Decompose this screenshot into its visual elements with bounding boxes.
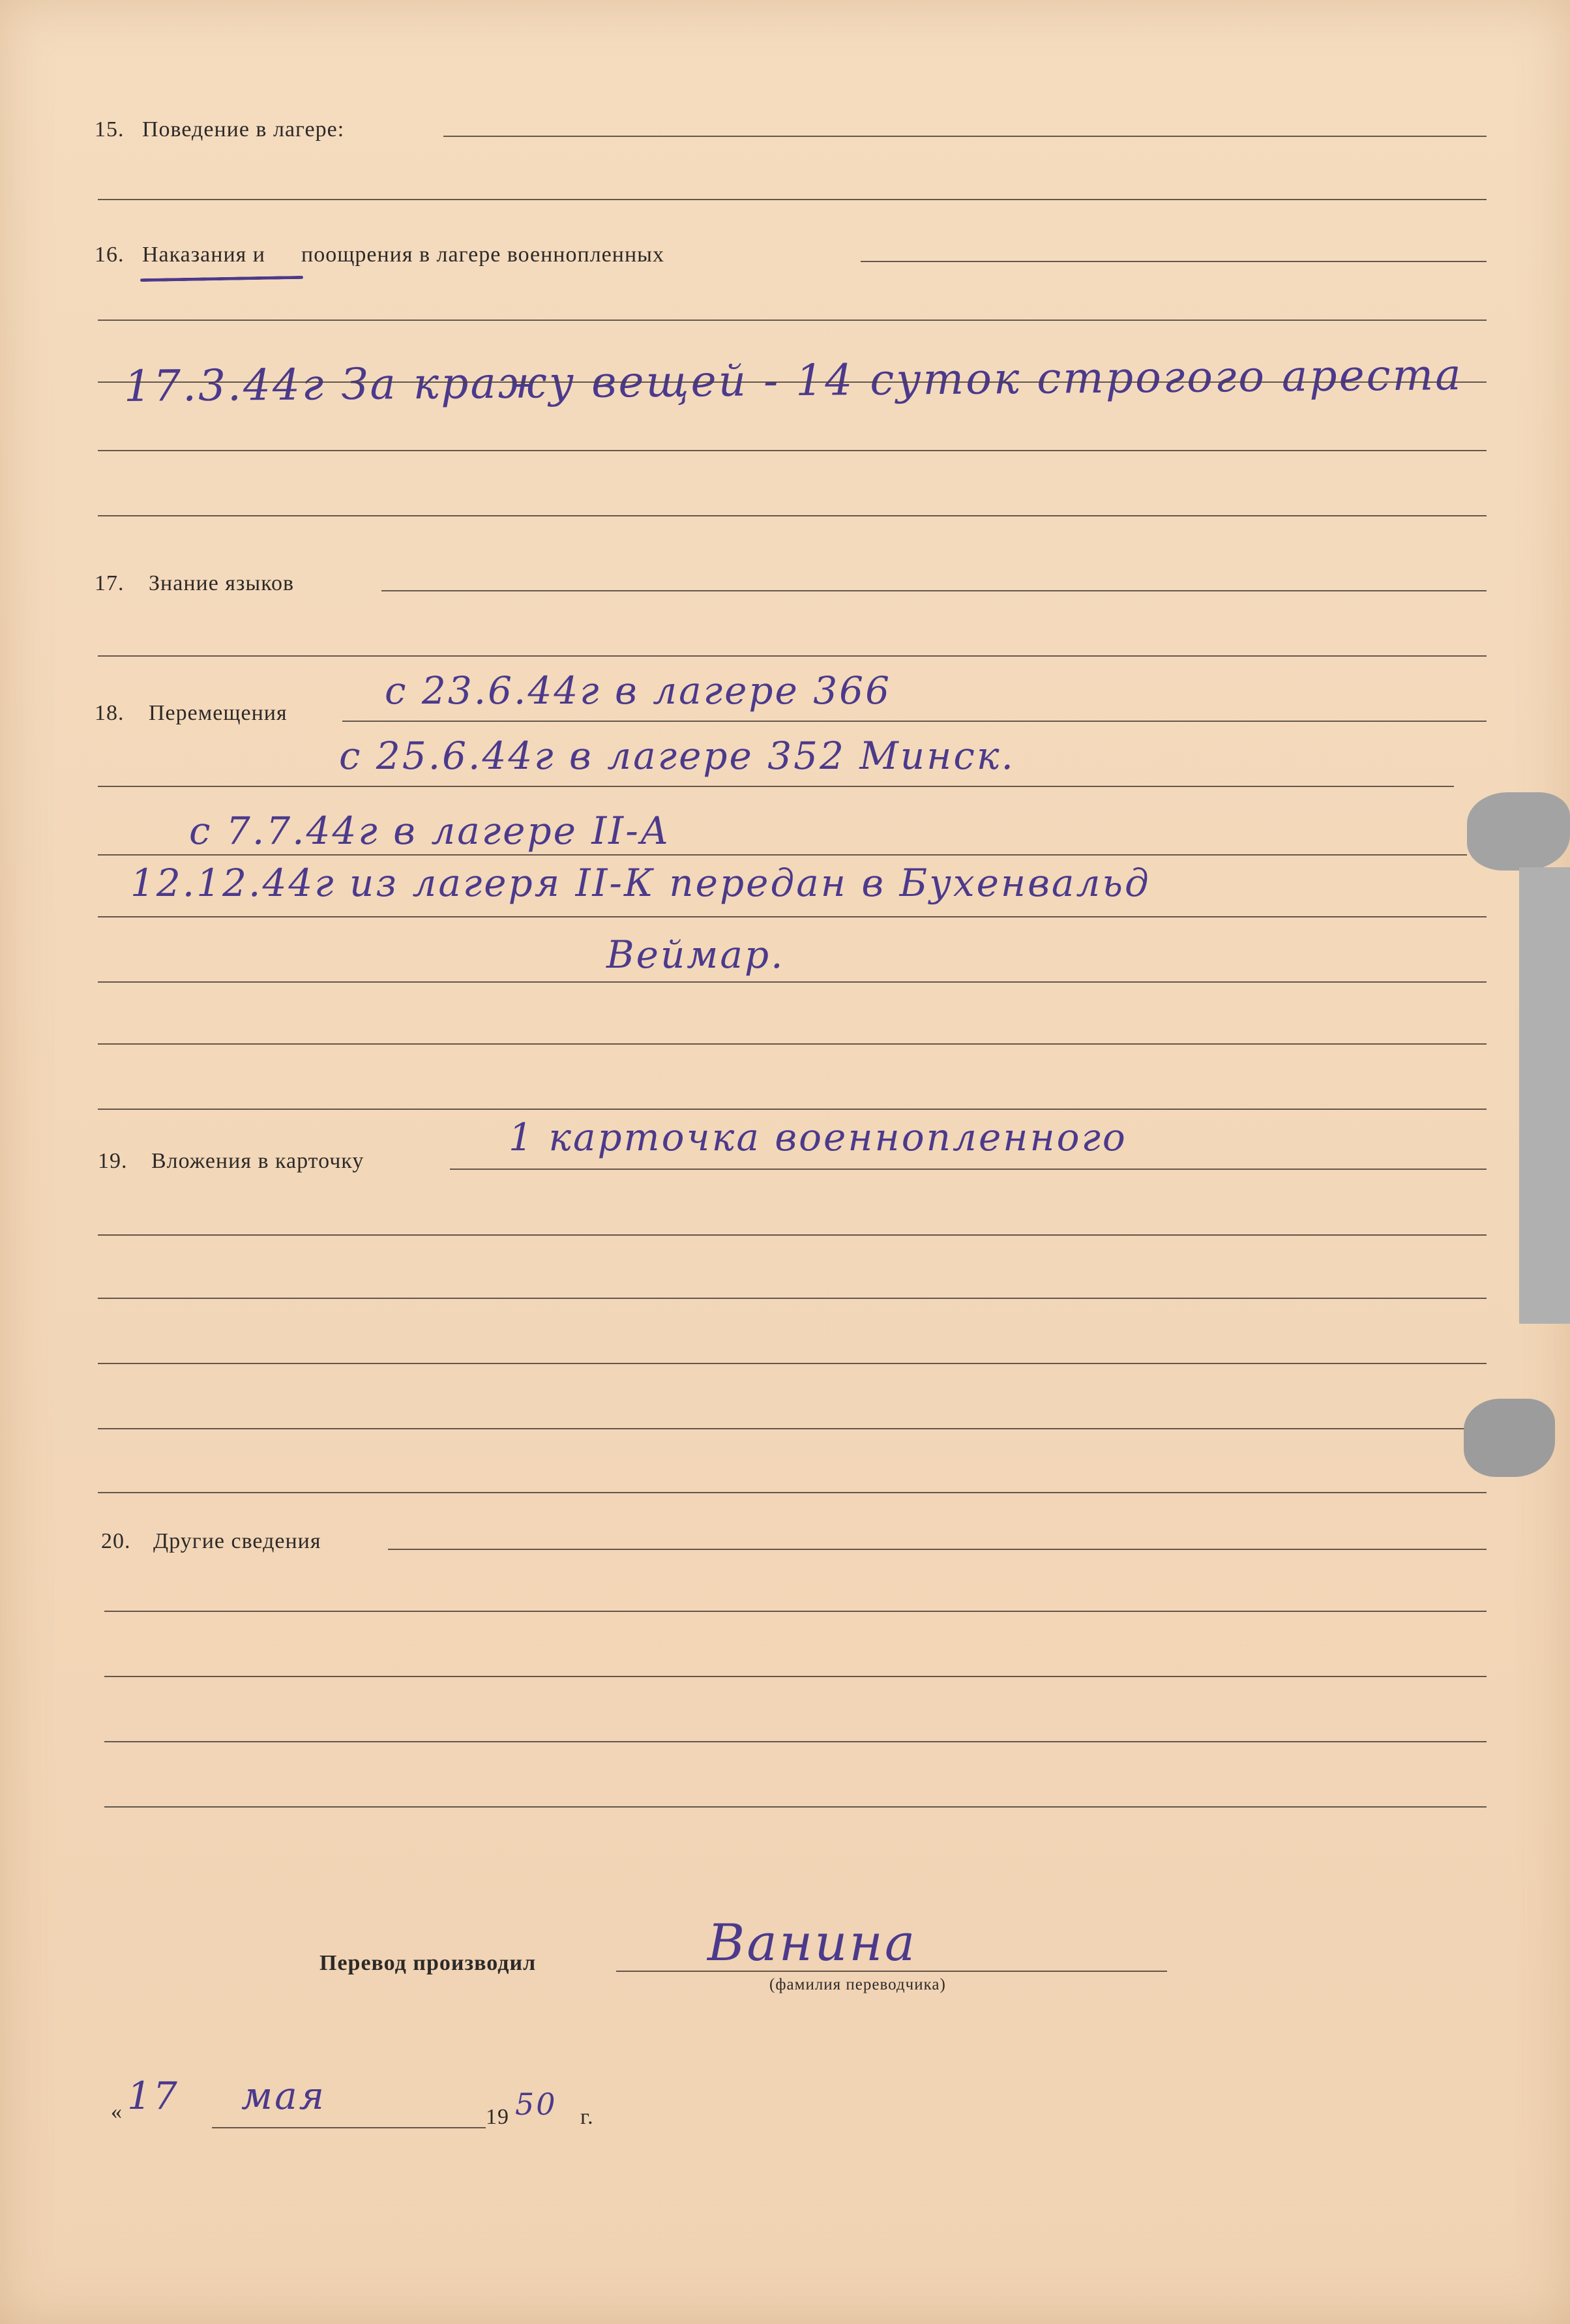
torn-edge [1519, 867, 1570, 1324]
date-month-line [212, 2127, 486, 2128]
handwriting-punishment: 17.3.44г За кражу вещей - 14 суток строгого ареста [123, 350, 1463, 411]
item-16-number: 16. [95, 243, 125, 267]
ink-underline [140, 276, 303, 282]
item-17-number: 17. [95, 571, 125, 595]
item-20-number: 20. [101, 1529, 131, 1553]
rule-line [104, 1741, 1487, 1742]
item-17-line [381, 590, 1487, 591]
handwriting-date-month: мая [241, 2074, 327, 2118]
rule-line [104, 1806, 1487, 1808]
rule-line [104, 1611, 1487, 1612]
translator-caption: (фамилия переводчика) [769, 1976, 946, 1993]
translator-label: Перевод производил [319, 1951, 537, 1975]
item-19-line [450, 1169, 1487, 1170]
date-year-suffix: г. [580, 2105, 594, 2129]
item-20-label: Другие сведения [153, 1529, 321, 1553]
handwriting-movement-4: 12.12.44г из лагеря II-К передан в Бухенвальд [130, 861, 1151, 905]
rule-line [98, 981, 1487, 983]
rule-line [98, 450, 1487, 451]
handwriting-date-year: 50 [515, 2087, 557, 2122]
handwriting-movement-3: с 7.7.44г в лагере II-А [189, 809, 671, 853]
item-18-number: 18. [95, 701, 125, 725]
torn-edge [1467, 792, 1570, 871]
item-16-label: поощрения в лагере военнопленных [301, 243, 664, 267]
item-16-label-underlined: Наказания и [142, 243, 265, 267]
rule-line [98, 655, 1487, 657]
rule-line [98, 199, 1487, 200]
rule-line [98, 381, 1487, 383]
rule-line [98, 916, 1487, 917]
item-17-label: Знание языков [149, 571, 295, 595]
handwriting-date-day: 17 [127, 2074, 179, 2118]
rule-line [98, 320, 1487, 321]
handwriting-movement-5: Веймар. [606, 932, 785, 977]
rule-line [98, 515, 1487, 516]
item-18-label: Перемещения [149, 701, 288, 725]
item-19-number: 19. [98, 1149, 128, 1173]
rule-line [98, 1428, 1487, 1429]
item-15-line [443, 136, 1487, 137]
rule-line [98, 1492, 1487, 1493]
item-15-label: Поведение в лагере: [142, 117, 345, 142]
date-quote: « [111, 2100, 123, 2124]
rule-line [98, 1298, 1487, 1299]
rule-line [98, 1109, 1487, 1110]
rule-line [98, 1043, 1487, 1045]
item-15-number: 15. [95, 117, 125, 142]
item-18-line [342, 721, 1487, 722]
torn-edge [1464, 1399, 1555, 1477]
handwriting-movement-1: с 23.6.44г в лагере 366 [385, 668, 891, 713]
rule-line [98, 854, 1467, 856]
item-20-line [388, 1549, 1487, 1550]
translator-signature: Ванина [707, 1914, 917, 1973]
rule-line [98, 1234, 1487, 1236]
rule-line [104, 1676, 1487, 1677]
date-year-prefix: 19 [486, 2105, 509, 2129]
handwriting-movement-2: с 25.6.44г в лагере 352 Минск. [339, 734, 1015, 778]
rule-line [98, 1363, 1487, 1364]
rule-line [98, 786, 1454, 787]
handwriting-attachments: 1 карточка военнопленного [509, 1115, 1127, 1159]
item-16-line [861, 261, 1487, 262]
item-19-label: Вложения в карточку [151, 1149, 364, 1173]
